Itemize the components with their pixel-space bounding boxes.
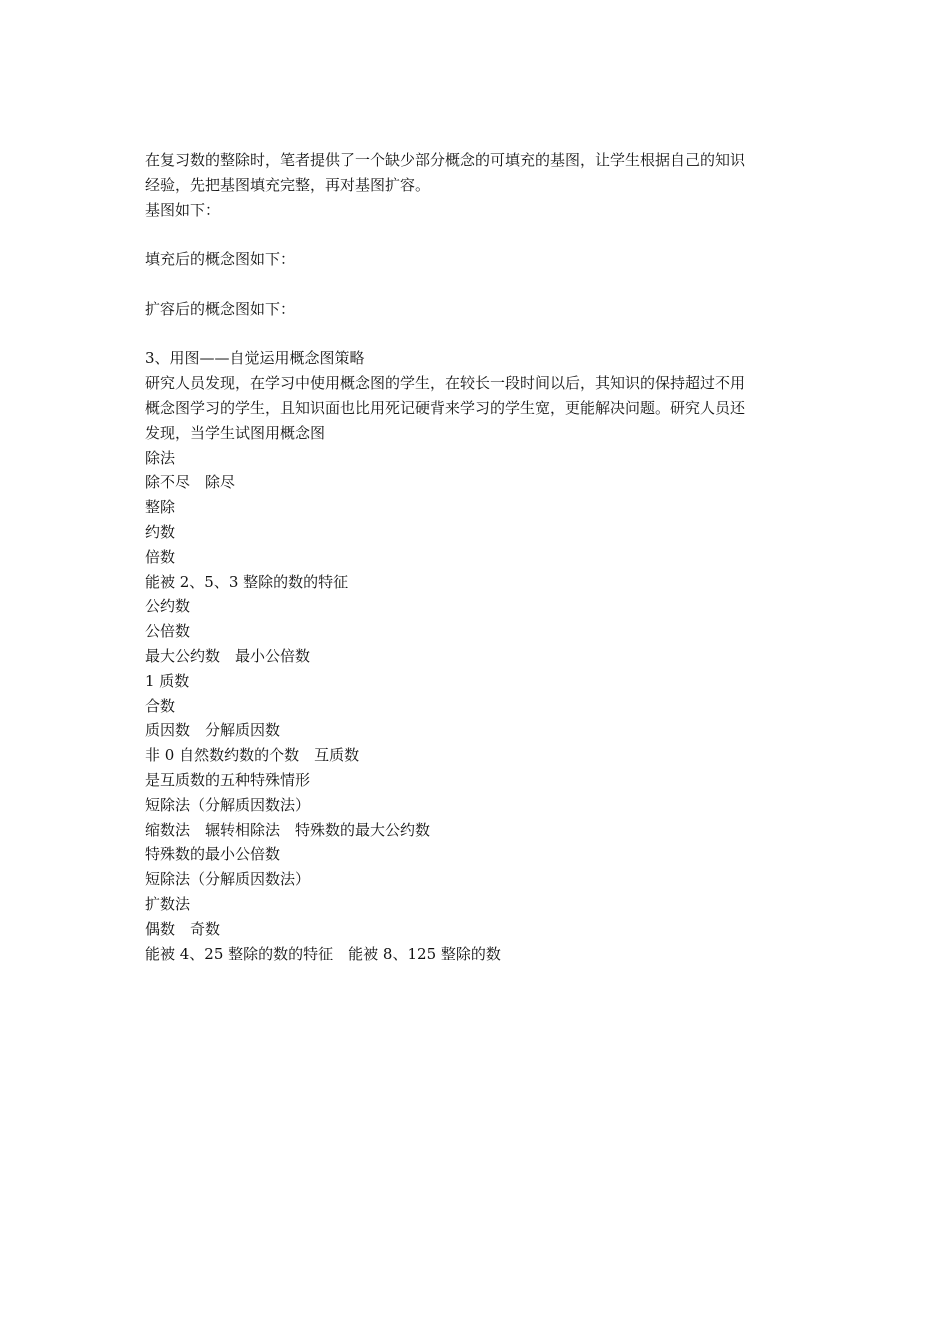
concept-term: 公倍数 xyxy=(145,622,191,641)
expanded-diagram-label: 扩容后的概念图如下： xyxy=(145,299,296,318)
document-body xyxy=(145,148,810,966)
concept-term: 除法 xyxy=(145,448,176,467)
concept-term: 偶数 奇数 xyxy=(145,919,221,938)
concept-term: 特殊数的最小公倍数 xyxy=(145,845,281,864)
base-diagram-label: 基图如下： xyxy=(145,200,221,219)
concept-term: 最大公约数 最小公倍数 xyxy=(145,646,311,665)
concept-term: 能被 2、5、3 整除的数的特征 xyxy=(145,572,349,591)
concept-term: 短除法（分解质因数法） xyxy=(145,795,311,814)
blank-space xyxy=(145,322,810,347)
concept-term: 扩数法 xyxy=(145,894,191,913)
blank-space xyxy=(145,272,810,297)
paragraph-line-3: 发现，当学生试图用概念图 xyxy=(145,423,326,442)
concept-term: 短除法（分解质因数法） xyxy=(145,870,311,889)
intro-line-1: 在复习数的整除时，笔者提供了一个缺少部分概念的可填充的基图，让学生根据自己的知识 xyxy=(145,151,746,169)
concept-term: 缩数法 辗转相除法 特殊数的最大公约数 xyxy=(145,820,431,839)
concept-term: 公约数 xyxy=(145,597,191,616)
concept-term: 质因数 分解质因数 xyxy=(145,721,281,740)
paragraph-line-2: 概念图学习的学生，且知识面也比用死记硬背来学习的学生宽，更能解决问题。研究人员还 xyxy=(145,398,746,417)
concept-term: 非 0 自然数约数的个数 互质数 xyxy=(145,746,360,765)
paragraph-line-1: 研究人员发现，在学习中使用概念图的学生，在较长一段时间以后，其知识的保持超过不用 xyxy=(145,374,746,393)
concept-term: 1 质数 xyxy=(145,671,190,690)
concept-term: 整除 xyxy=(145,498,176,517)
concept-term: 除不尽 除尽 xyxy=(145,473,236,492)
concept-term: 能被 4、25 整除的数的特征 能被 8、125 整除的数 xyxy=(145,944,501,963)
concept-term: 倍数 xyxy=(145,547,176,566)
intro-line-2: 经验，先把基图填充完整，再对基图扩容。 xyxy=(145,175,431,194)
concept-term: 合数 xyxy=(145,696,176,715)
concept-term: 约数 xyxy=(145,522,176,541)
concept-term: 是互质数的五种特殊情形 xyxy=(145,770,311,789)
section-heading: 3、用图——自觉运用概念图策略 xyxy=(145,349,365,368)
blank-space xyxy=(145,222,810,247)
filled-diagram-label: 填充后的概念图如下： xyxy=(145,250,296,269)
